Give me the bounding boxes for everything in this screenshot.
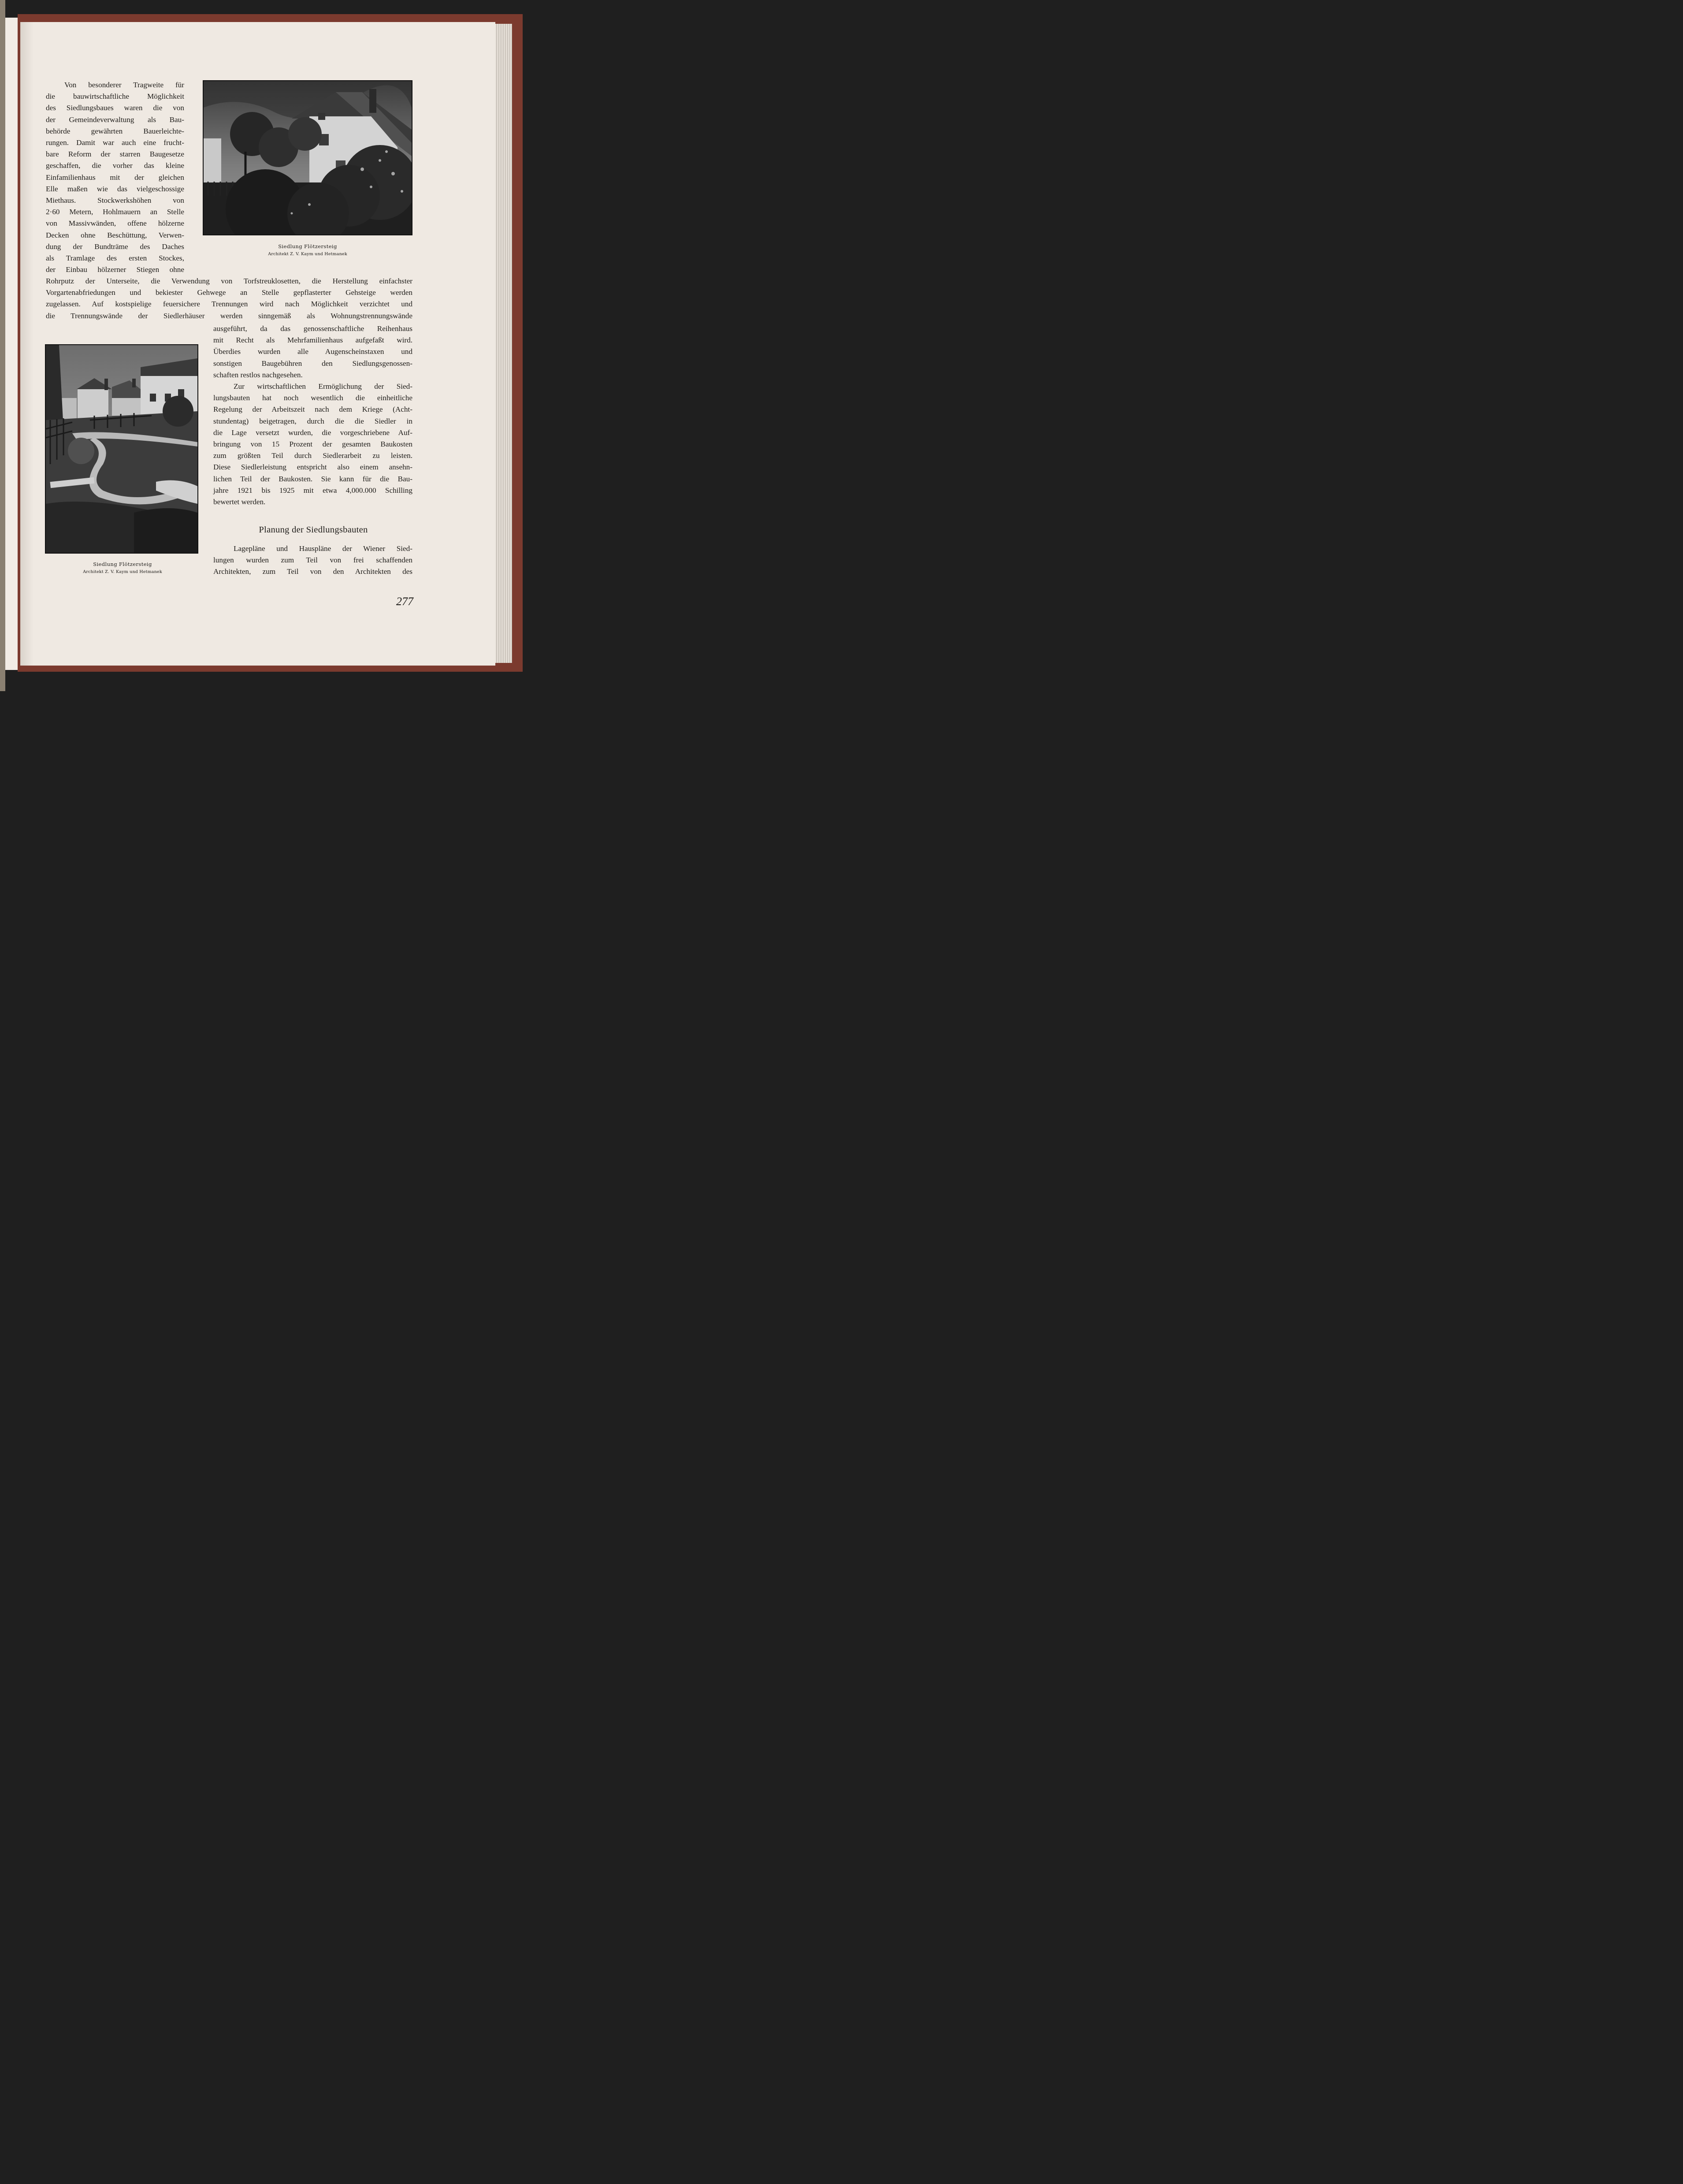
text-line: zugelassen. Auf kostspielige feuersichere Trennungen wird nach Möglichkeit verzichtet und: [46, 300, 412, 309]
text-line: lungen wurden zum Teil von frei schaffenden: [213, 556, 412, 565]
text-line: behörde gewährten Bauerleichte-: [46, 127, 184, 135]
text-line: des Siedlungsbaues waren die von: [46, 104, 184, 112]
text-line: Von besonderer Tragweite für: [64, 81, 184, 89]
text-line: 2·60 Metern, Hohlmauern an Stelle: [46, 208, 184, 216]
text-line: schaften restlos nachgesehen.: [213, 370, 303, 379]
photo-bottom-image: [46, 345, 197, 553]
text-line: rungen. Damit war auch eine frucht-: [46, 138, 184, 147]
photo-top-image: [204, 81, 412, 234]
text-line: die Trennungswände der Siedlerhäuser werden sinngemäß als Wohnungstrennungswände: [46, 311, 412, 320]
text-line: die bauwirtschaftliche Möglichkeit: [46, 92, 184, 101]
caption-bottom-title: Siedlung Flötzersteig: [93, 561, 152, 567]
text-line: von Massivwänden, offene hölzerne: [46, 219, 184, 228]
text-line: dung der Bundträme des Daches: [46, 242, 184, 251]
text-line: lungsbauten hat noch wesentlich die einheitliche: [213, 394, 412, 402]
paragraph-right-1: [213, 323, 412, 381]
text-line: Überdies wurden alle Augenscheinstaxen und: [213, 347, 412, 356]
text-line: Vorgartenabfriedungen und bekiester Gehwege an Stelle gepflasterter Gehsteige werden: [46, 288, 412, 297]
text-line: bewertet werden.: [213, 498, 266, 506]
left-page-edge: [0, 0, 5, 691]
text-line: ausgeführt, da das genossenschaftliche Reihenhaus: [213, 324, 412, 333]
text-line: zum größten Teil durch Siedlerarbeit zu leisten.: [213, 451, 412, 460]
caption-bottom: [62, 560, 183, 576]
paragraph-right-2: [213, 381, 412, 508]
text-line: als Tramlage des ersten Stockes,: [46, 254, 184, 263]
text-line: Decken ohne Beschüttung, Verwen-: [46, 231, 184, 239]
paragraph-right-3: [213, 543, 412, 578]
page-edges: [495, 24, 512, 663]
paragraph-full-width: [46, 275, 412, 322]
text-line: mit Recht als Mehrfamilienhaus aufgefaßt wird.: [213, 336, 412, 345]
caption-bottom-credit: Architekt Z. V. Kaym und Hetmanek: [83, 569, 162, 574]
text-line: Zur wirtschaftlichen Ermöglichung der Sied-: [234, 382, 412, 391]
text-line: Diese Siedlerleistung entspricht also einem ansehn-: [213, 463, 412, 472]
text-line: Architekten, zum Teil von den Architekten des: [213, 567, 412, 576]
photo-bottom-settlement: [45, 344, 198, 554]
photo-top-house: [203, 80, 412, 235]
text-line: der Einbau hölzerner Stiegen ohne: [46, 265, 184, 274]
text-line: Elle maßen wie das vielgeschossige: [46, 184, 184, 193]
page-number: 277: [396, 595, 413, 608]
text-line: Regelung der Arbeitszeit nach dem Kriege (Acht-: [213, 405, 412, 414]
text-line: geschaffen, die vorher das kleine: [46, 161, 184, 170]
text-line: Rohrputz der Unterseite, die Verwendung von Torfstreuklosetten, die Herstellung einfachster: [46, 277, 412, 285]
section-heading: Planung der Siedlungsbauten: [259, 525, 368, 535]
text-line: der Gemeindeverwaltung als Bau-: [46, 115, 184, 124]
text-line: die Lage versetzt wurden, die vorgeschriebene Auf-: [213, 428, 412, 437]
left-page-strip: [5, 18, 19, 670]
caption-top: [247, 242, 368, 258]
text-line: bringung von 15 Prozent der gesamten Baukosten: [213, 440, 412, 449]
caption-top-title: Siedlung Flötzersteig: [278, 243, 337, 249]
page-fold-shadow: [20, 22, 33, 666]
text-line: sonstigen Baugebühren den Siedlungsgenossen-: [213, 359, 412, 368]
text-line: Miethaus. Stockwerkshöhen von: [46, 196, 184, 205]
text-line: jahre 1921 bis 1925 mit etwa 4,000.000 Schilling: [213, 486, 412, 495]
text-line: stundentag) beigetragen, durch die die Siedler in: [213, 417, 412, 425]
paragraph-narrow-left: [46, 79, 184, 275]
text-line: lichen Teil der Baukosten. Sie kann für die Bau-: [213, 474, 412, 483]
text-line: Lagepläne und Hauspläne der Wiener Sied-: [234, 544, 412, 553]
caption-top-credit: Architekt Z. V. Kaym und Hetmanek: [268, 252, 347, 257]
text-line: bare Reform der starren Baugesetze: [46, 150, 184, 159]
text-line: Einfamilienhaus mit der gleichen: [46, 173, 184, 182]
